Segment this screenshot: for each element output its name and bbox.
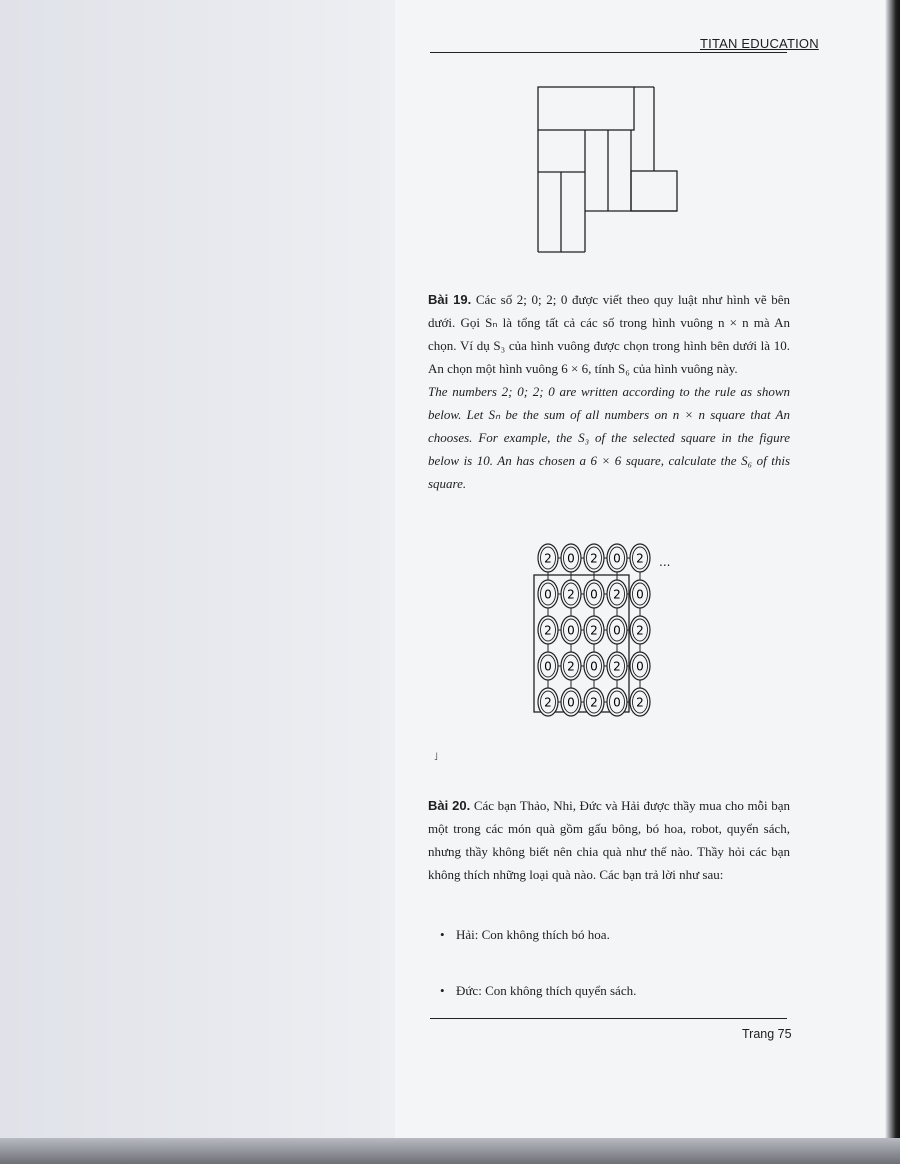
- problem-19-en-line-4: chosen a 6 × 6 square, calculate the S₆ of this square.: [428, 453, 791, 491]
- grid-number: 2: [544, 623, 552, 638]
- problem-19-vi-line-2: Gọi Sₙ là tổng tất cả các số trong hình vuông n × n mà An chọn. Ví dụ: [428, 315, 790, 353]
- grid-cell: [584, 544, 604, 572]
- grid-ellipsis: ...: [659, 555, 671, 569]
- grid-cell: [538, 544, 558, 572]
- grid-number: 2: [567, 587, 575, 602]
- number-grid-figure: [528, 538, 688, 753]
- grid-cell: [561, 580, 581, 608]
- list-item: • Đức: Con không thích quyển sách.: [440, 983, 636, 1039]
- grid-number: 0: [567, 551, 575, 566]
- grid-number: 0: [567, 695, 575, 710]
- scan-edge: [886, 0, 900, 1164]
- grid-cell: [584, 652, 604, 680]
- problem-19-text: [428, 288, 790, 380]
- problem-19-english: [428, 380, 790, 495]
- grid-cell: [630, 544, 650, 572]
- grid-number: 0: [613, 551, 621, 566]
- grid-cell: [538, 580, 558, 608]
- grid-cell: [607, 652, 627, 680]
- grid-number: 2: [636, 623, 644, 638]
- problem-20-line-2: một trong các món quà gồm gấu bông, bó hoa, robot, quyển sách, nhưng: [428, 821, 790, 859]
- grid-cell: [561, 652, 581, 680]
- grid-number: 2: [636, 695, 644, 710]
- grid-cell: [584, 580, 604, 608]
- grid-number: 2: [590, 551, 598, 566]
- scan-bottom-edge: [0, 1138, 900, 1164]
- grid-number: 2: [613, 587, 621, 602]
- problem-20-line-4: những loại quà nào. Các bạn trả lời như sau:: [493, 867, 724, 882]
- brand-header: TITAN EDUCATION: [700, 36, 819, 51]
- grid-cell: [630, 616, 650, 644]
- grid-number: 2: [613, 659, 621, 674]
- grid-number: 2: [590, 695, 598, 710]
- problem-19-en-line-3: example, the S₃ of the selected square in the figure below is 10. An has: [428, 430, 790, 468]
- grid-number: 2: [636, 551, 644, 566]
- list-item: • Hải: Con không thích bó hoa.: [440, 927, 636, 983]
- grid-cell: [607, 580, 627, 608]
- grid-number: 0: [544, 659, 552, 674]
- grid-number: 0: [636, 587, 644, 602]
- grid-cell: [630, 652, 650, 680]
- problem-20-line-3: thầy không biết nên chia quà như thế nào. Thầy hỏi các bạn không thích: [428, 844, 790, 882]
- footer-rule: [430, 1018, 787, 1019]
- grid-cell: [584, 616, 604, 644]
- grid-number: 2: [544, 551, 552, 566]
- grid-number: 0: [613, 623, 621, 638]
- problem-20-text: [428, 794, 790, 886]
- grid-number: 0: [636, 659, 644, 674]
- grid-number: 0: [590, 587, 598, 602]
- answer-list: [440, 927, 636, 1039]
- grid-cell: [538, 652, 558, 680]
- problem-19-en-line-1: The numbers 2; 0; 2; 0 are written according to the rule as shown below.: [428, 384, 790, 422]
- grid-cell: [607, 688, 627, 716]
- problem-20-label: Bài 20.: [428, 798, 471, 813]
- grid-cell: [538, 616, 558, 644]
- grid-cell: [538, 688, 558, 716]
- grid-cell: [561, 688, 581, 716]
- grid-cell: [607, 616, 627, 644]
- grid-cell: [561, 616, 581, 644]
- problem-19-vi-line-3: S₃ của hình vuông được chọn trong hình bên dưới là 10. An chọn một: [428, 338, 790, 376]
- grid-number: 2: [544, 695, 552, 710]
- grid-number: 2: [567, 659, 575, 674]
- grid-cell: [607, 544, 627, 572]
- problem-19-vi-line-1: Các số 2; 0; 2; 0 được viết theo quy luật như hình vẽ bên dưới.: [428, 292, 790, 330]
- grid-cell: [630, 688, 650, 716]
- scan-margin: [0, 0, 420, 1164]
- grid-cell: [561, 544, 581, 572]
- grid-cell: [584, 688, 604, 716]
- problem-19-en-line-2: Let Sₙ be the sum of all numbers on n × n square that An chooses. For: [428, 407, 790, 445]
- grid-number: 2: [590, 623, 598, 638]
- stray-mark: ˩: [434, 752, 438, 763]
- problem-19-vi-line-4: hình vuông 6 × 6, tính S₆ của hình vuông này.: [499, 361, 738, 376]
- tiling-figure: [530, 82, 680, 257]
- grid-cell: [630, 580, 650, 608]
- page-number: Trang 75: [742, 1027, 792, 1041]
- grid-number: 0: [544, 587, 552, 602]
- grid-number: 0: [590, 659, 598, 674]
- header-rule: [430, 52, 787, 53]
- problem-20-line-1: Các bạn Thảo, Nhi, Đức và Hải được thầy mua cho mỗi bạn: [473, 798, 791, 813]
- grid-number: 0: [567, 623, 575, 638]
- grid-number: 0: [613, 695, 621, 710]
- problem-19-label: Bài 19.: [428, 292, 472, 307]
